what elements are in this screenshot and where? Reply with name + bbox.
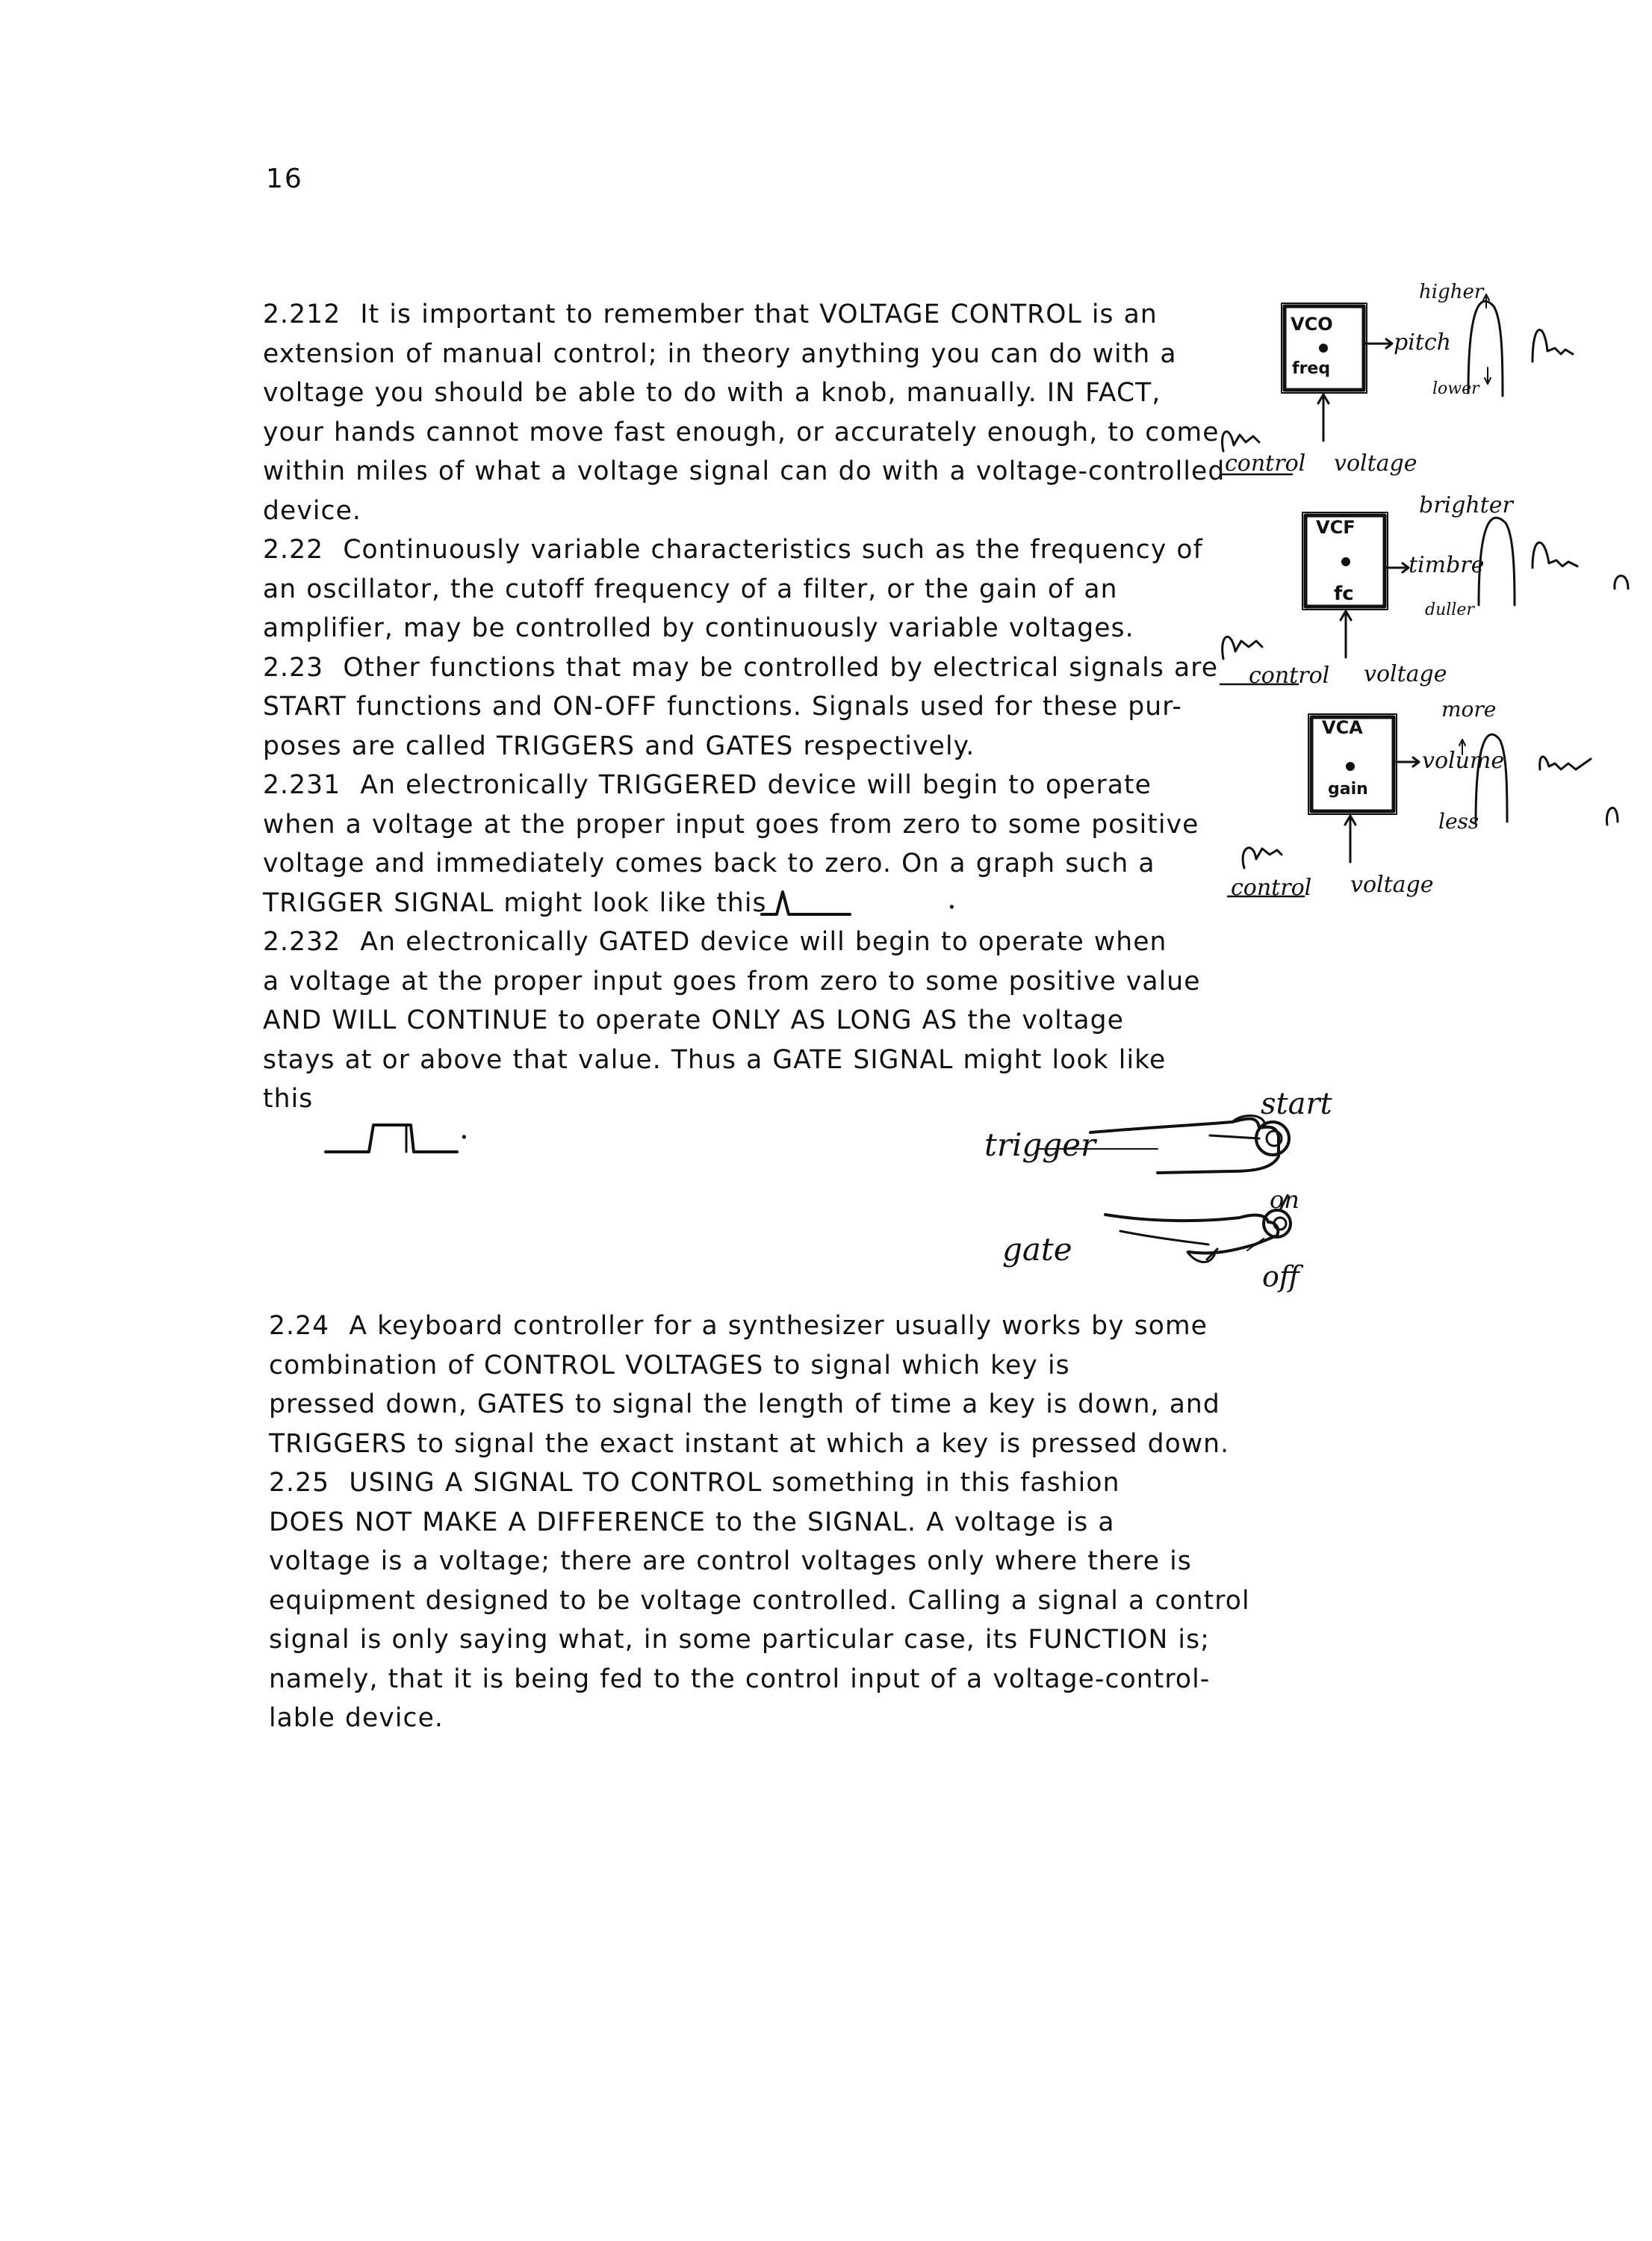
vca-gain: gain <box>1328 780 1368 799</box>
text-line: stays at or above that value. Thus a GATE SIGNAL might look like <box>263 1044 1167 1075</box>
vcf-duller-label: duller <box>1425 601 1474 619</box>
text-line: lable device. <box>269 1703 444 1733</box>
text-line: 2.24 A keyboard controller for a synthesizer usually works by some <box>269 1311 1208 1341</box>
start-label: start <box>1261 1087 1332 1121</box>
text-line: equipment designed to be voltage controlled. Calling a signal a control <box>269 1585 1250 1616</box>
trigger-period: . <box>947 881 957 916</box>
vco-voltage-label: voltage <box>1334 450 1417 477</box>
text-line: device. <box>263 495 361 526</box>
text-line: 2.23 Other functions that may be controlled by electrical signals are <box>263 652 1219 683</box>
text-line: within miles of what a voltage signal can do with a voltage-controlled <box>263 456 1226 486</box>
vcf-control-label: control <box>1249 663 1330 689</box>
gate-period: . <box>459 1112 469 1146</box>
vcf-timbre-label: timbre <box>1409 552 1485 578</box>
vco-control-label: control <box>1225 450 1306 477</box>
text-line: TRIGGERS to signal the exact instant at which a key is pressed down. <box>269 1428 1230 1459</box>
text-line: an oscillator, the cutoff frequency of a filter, or the gain of an <box>263 574 1118 604</box>
vcf-drawing <box>1210 493 1652 687</box>
text-line: signal is only saying what, in some particular case, its FUNCTION is; <box>269 1625 1210 1655</box>
off-label: off <box>1262 1260 1299 1293</box>
vca-volume-label: volume <box>1422 748 1505 774</box>
text-line: your hands cannot move fast enough, or accurately enough, to come <box>263 417 1220 447</box>
text-line: a voltage at the proper input goes from zero to some positive value <box>263 966 1201 996</box>
trigger-label: trigger <box>984 1126 1096 1163</box>
text-line: voltage is a voltage; there are control voltages only where there is <box>269 1546 1192 1576</box>
text-line: 2.232 An electronically GATED device will begin to operate when <box>263 927 1167 957</box>
text-line: START functions and ON-OFF functions. Signals used for these pur- <box>263 692 1182 722</box>
vca-title: VCA <box>1322 717 1363 738</box>
vco-title: VCO <box>1291 314 1333 335</box>
text-line: voltage you should be able to do with a knob, manually. IN FACT, <box>263 378 1161 408</box>
text-line: this <box>263 1084 314 1114</box>
text-line: voltage and immediately comes back to zero. On a graph such a <box>263 849 1155 878</box>
bottom-paragraphs <box>269 1307 1250 1738</box>
text-line: pressed down, GATES to signal the length of time a key is down, and <box>269 1389 1220 1419</box>
vcf-voltage-label: voltage <box>1364 661 1447 687</box>
gate-label: gate <box>1002 1231 1072 1268</box>
page-number: 16 <box>266 164 303 194</box>
text-line: poses are called TRIGGERS and GATES respectively. <box>263 731 975 761</box>
text-line: 2.212 It is important to remember that VOLTAGE CONTROL is an <box>263 300 1158 329</box>
text-line: 2.22 Continuously variable characteristics such as the frequency of <box>263 535 1203 565</box>
vcf-fc: fc <box>1334 583 1354 605</box>
vco-higher-label: higher <box>1419 281 1484 303</box>
trigger-signal-graph <box>760 889 857 919</box>
vcf-brighter-label: brighter <box>1419 492 1513 518</box>
text-line: combination of CONTROL VOLTAGES to signal which key is <box>269 1350 1070 1380</box>
gate-signal-graph <box>323 1119 472 1156</box>
vcf-title: VCF <box>1316 517 1356 538</box>
text-line: TRIGGER SIGNAL might look like this <box>263 887 767 918</box>
vco-freq: freq <box>1292 359 1331 378</box>
vca-control-label: control <box>1231 875 1312 901</box>
text-line: DOES NOT MAKE A DIFFERENCE to the SIGNAL. A voltage is a <box>269 1507 1115 1537</box>
vca-less-label: less <box>1438 809 1479 834</box>
text-line: amplifier, may be controlled by continuously variable voltages. <box>263 613 1134 643</box>
text-line: 2.231 An electronically TRIGGERED device will begin to operate <box>263 770 1152 800</box>
text-line: when a voltage at the proper input goes from zero to some positive <box>263 809 1199 840</box>
vca-voltage-label: voltage <box>1350 872 1434 898</box>
text-line: extension of manual control; in theory anything you can do with a <box>263 338 1177 369</box>
vco-pitch-label: pitch <box>1394 329 1451 356</box>
top-paragraphs <box>263 295 1225 1119</box>
text-line: 2.25 USING A SIGNAL TO CONTROL something in this fashion <box>269 1468 1120 1498</box>
vca-more-label: more <box>1441 697 1497 722</box>
text-line: AND WILL CONTINUE to operate ONLY AS LONG AS the voltage <box>263 1005 1124 1035</box>
on-label: on <box>1270 1185 1299 1214</box>
vco-lower-label: lower <box>1432 379 1479 398</box>
text-line: namely, that it is being fed to the control input of a voltage-control- <box>269 1664 1211 1694</box>
